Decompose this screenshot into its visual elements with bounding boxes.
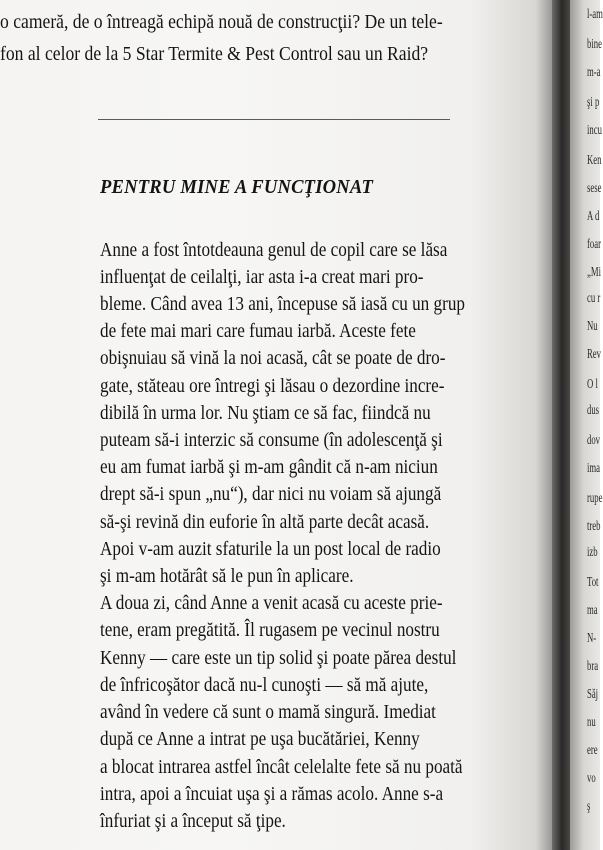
edge-word: m-a [587, 65, 601, 80]
edge-word: nu [587, 715, 596, 730]
edge-word: vo [587, 771, 596, 786]
edge-word: Ken [587, 153, 602, 168]
edge-word: cu r [587, 291, 601, 306]
edge-word: dov [587, 433, 601, 448]
text-line: a blocat intrarea astfel încât celelalte fete să nu poată [100, 756, 463, 778]
text-line: având în vedere că sunt o mamă singură. Imediat [100, 701, 436, 723]
edge-word: ş [587, 799, 591, 814]
edge-word: N- [587, 631, 597, 646]
text-line: obişnuiau să vină la noi acasă, cât se poate de dro- [100, 347, 446, 369]
edge-word: şi p [587, 95, 600, 110]
text-line: intra, apoi a încuiat uşa şi a rămas acolo. Anne s-a [100, 783, 444, 805]
edge-word: bine [587, 37, 602, 52]
text-line: de fete mai mari care fumau iarbă. Aceste fete [100, 320, 416, 342]
text-line: tene, eram pregătită. Îl rugasem pe vecinul nostru [100, 619, 440, 641]
book-gutter [552, 0, 570, 850]
edge-word: l-am [587, 7, 603, 22]
edge-word: incu [587, 123, 602, 138]
text-line: drept să-i spun „nu“), dar nici nu voiam să ajungă [100, 483, 442, 505]
text-line: Apoi v-am auzit sfaturile la un post local de radio [100, 538, 441, 560]
edge-word: Tot [587, 575, 599, 590]
text-line: o cameră, de o întreagă echipă nouă de construcţii? De un tele- [0, 11, 443, 33]
edge-word: treb [587, 519, 601, 534]
right-page-edge [570, 0, 603, 850]
edge-word: A d [587, 209, 600, 224]
text-line: fon al celor de la 5 Star Termite & Pest Control sau un Raid? [0, 43, 429, 65]
text-line: A doua zi, când Anne a venit acasă cu aceste prie- [100, 592, 443, 614]
text-line: de înfricoşător dacă nu-l cunoşti — să mă ajute, [100, 674, 429, 696]
text-line: gate, stăteau ore întregi şi lăsau o dezordine incre- [100, 375, 445, 397]
edge-word: Săj [587, 687, 599, 702]
text-line: înfuriat şi a început să ţipe. [100, 810, 286, 832]
edge-word: Nu [587, 319, 598, 334]
text-line: puteam să-i interzic să consume (în adolescenţă şi [100, 429, 443, 451]
text-line: Kenny — care este un tip solid şi poate părea destul [100, 647, 457, 669]
text-line: după ce Anne a intrat pe uşa bucătăriei, Kenny [100, 728, 420, 750]
text-line: să-şi revină din euforie în altă parte decât acasă. [100, 511, 430, 533]
edge-word: ere [587, 743, 598, 758]
edge-word: ima [587, 461, 601, 476]
text-line: şi m-am hotărât să le pun în aplicare. [100, 565, 354, 587]
edge-word: bra [587, 659, 599, 674]
edge-word: dus [587, 403, 600, 418]
section-divider [98, 119, 450, 120]
text-line: Anne a fost întotdeauna genul de copil care se lăsa [100, 239, 448, 261]
section-heading: PENTRU MINE A FUNCŢIONAT [100, 176, 374, 198]
edge-word: O l [587, 377, 598, 392]
edge-word: rupe [587, 491, 603, 506]
edge-word: izb [587, 545, 598, 560]
text-line: eu am fumat iarbă şi m-am gândit că n-am niciun [100, 456, 438, 478]
text-line: dibilă în urma lor. Nu ştiam ce să fac, fiindcă nu [100, 402, 431, 424]
edge-word: Rev [587, 347, 601, 362]
edge-word: sese [587, 181, 602, 196]
text-line: bleme. Când avea 13 ani, începuse să iasă cu un grup [100, 293, 466, 315]
edge-word: ma [587, 603, 598, 618]
text-line: influenţat de ceilalţi, iar asta i-a creat mari pro- [100, 266, 424, 288]
edge-word: foar [587, 237, 601, 252]
edge-word: „Mi [587, 265, 601, 280]
